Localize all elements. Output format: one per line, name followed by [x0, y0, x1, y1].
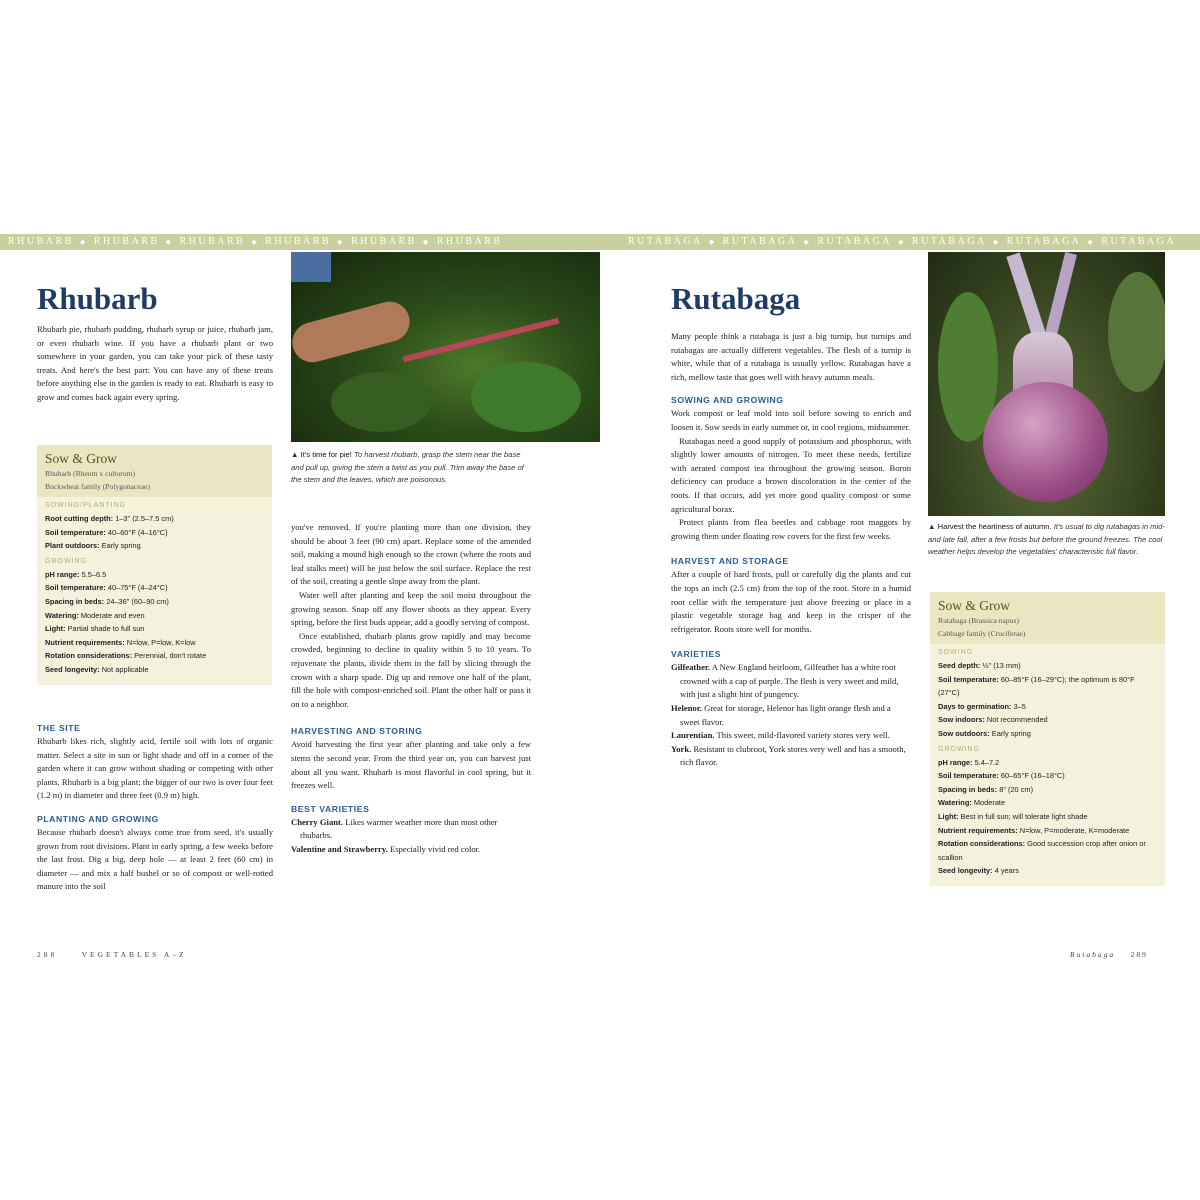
row-label: Spacing in beds:	[45, 596, 105, 606]
row-label: Sow outdoors:	[938, 728, 990, 738]
botanical-name: Rhubarb (Rheum x cultorum)	[45, 469, 136, 478]
header-word: RHUBARB	[436, 236, 503, 247]
row-value: 1–3" (2.5–7.5 cm)	[115, 514, 174, 523]
page-footer-left	[37, 950, 187, 959]
page-footer-right	[1070, 950, 1148, 959]
row-value: 4 years	[994, 866, 1019, 876]
row-label: Days to germination:	[938, 701, 1012, 711]
section-heading: BEST VARIETIES	[291, 803, 370, 814]
header-word: RUTABAGA	[628, 236, 703, 247]
section-heading: THE SITE	[37, 723, 81, 733]
row-value: 60–85°F (16–29°C); the optimum is 80°F (27°C)	[938, 674, 1135, 698]
row-label: Seed longevity:	[45, 664, 100, 674]
row-label: Soil temperature:	[45, 583, 106, 593]
paragraph: Rutabagas need a good supply of potassium and phosphorus, with slightly lower amounts of nitrogen. To meet these needs, fertilize with aerated compost tea throughout the growing season. Boron deficiency can produce a brown discoloration in the center of the roots. If that occurs, add yet more good quality compost or some agricultural borax.	[671, 435, 911, 514]
section-heading: HARVESTING AND STORING	[291, 726, 423, 737]
row-value: 3–5	[1013, 701, 1026, 711]
section-heading: SOWING AND GROWING	[671, 395, 784, 406]
box-row	[930, 824, 1165, 838]
variety-description: Resistant to clubroot, York stores very well and has a smooth, rich flavor.	[680, 743, 906, 768]
row-label: Seed depth:	[938, 661, 981, 670]
box-title: Sow & Grow	[45, 451, 118, 466]
rutabaga-photo-caption: ▲ Harvest the heartiness of autumn. It's usual to dig rutabagas in mid- and late fall, after a few frosts but before the ground freezes. The cool weather helps develop the vegetables' characteristic full flavor.	[928, 522, 1165, 556]
row-value: 40–75°F (4–24°C)	[107, 583, 168, 593]
section-heading: PLANTING AND GROWING	[37, 813, 159, 824]
box-row	[37, 663, 272, 677]
box-row	[37, 512, 272, 526]
variety-description: This sweet, mild-flavored variety stores very well.	[716, 730, 890, 741]
row-value: N=low, P=moderate, K=moderate	[1019, 825, 1130, 835]
row-value: Not recommended	[986, 715, 1048, 725]
box-row	[930, 659, 1165, 673]
separator-diamond-icon: ◆	[337, 238, 345, 246]
row-value: 8" (20 cm)	[999, 784, 1034, 794]
left-column-text	[37, 722, 273, 894]
row-label: Sow indoors:	[938, 715, 985, 725]
site-text: Rhubarb likes rich, slightly acid, fertile soil with lots of organic matter. Select a site in sun or light shade and off in a corner of the garden where it can grow without shading or competing with other plants. Rhubarb is a big plant; the bigger of our two is over four feet (1.2 m) in diameter and three feet (0.9 m) high.	[37, 736, 273, 801]
variety-description: Great for storage, Helenor has light orange flesh and a sweet flavor.	[680, 703, 891, 727]
botanical-name: Rutabaga (Brassica napus)	[938, 616, 1019, 625]
row-label: Rotation considerations:	[45, 651, 133, 661]
row-label: Nutrient requirements:	[938, 825, 1018, 835]
row-value: Partial shade to full sun	[67, 624, 145, 634]
row-value: Moderate	[973, 798, 1006, 808]
variety-description: A New England heirloom, Gilfeather has a white root crowned with a cap of purple. The flesh is very sweet and mild, with just a slight hint of pungency.	[680, 662, 899, 700]
variety-item	[671, 702, 911, 729]
box-section-label: GROWING	[45, 557, 87, 565]
box-row	[930, 796, 1165, 810]
running-header-right	[628, 236, 1176, 247]
row-value: 5.4–7.2	[974, 757, 1000, 767]
variety-list	[291, 816, 531, 857]
variety-item	[671, 743, 911, 770]
box-header	[930, 592, 1165, 644]
rutabaga-main-column	[671, 330, 911, 770]
row-value: Moderate and even	[80, 610, 145, 620]
box-row	[37, 595, 272, 609]
separator-diamond-icon: ◆	[898, 238, 906, 246]
row-label: Soil temperature:	[938, 674, 999, 684]
header-word: RUTABAGA	[817, 236, 893, 247]
section-heading: VARIETIES	[671, 649, 722, 660]
intro-text: Rhubarb pie, rhubarb pudding, rhubarb syrup or juice, rhubarb jam, or even rhubarb wine. If you have a rhubarb plant or two somewhere in your garden, you can take your pick of these tasty treats. And here's the best part: You can have any of these treats before anything else in the garden is ready to eat. Rhubarb is easy to grow and comes back again every spring.	[37, 324, 273, 402]
row-label: Spacing in beds:	[938, 784, 998, 794]
box-row	[930, 810, 1165, 824]
box-row	[930, 837, 1165, 864]
box-row	[37, 581, 272, 595]
row-label: Light:	[45, 624, 66, 634]
box-row	[930, 673, 1165, 700]
separator-diamond-icon: ◆	[165, 238, 174, 246]
paragraph: Protect plants from flea beetles and cabbage root maggots by growing them under floating row covers for the first few weeks.	[671, 517, 911, 541]
page-number: 288	[37, 950, 58, 959]
paragraph: Water well after planting and keep the soil moist throughout the growing season. Snap off any flower shoots as they appear. Every spring, before the first buds appear, add a goodly serving of compost.	[291, 589, 531, 628]
variety-list	[671, 661, 911, 770]
box-row	[930, 783, 1165, 797]
paragraph: After a couple of hard frosts, pull or carefully dig the plants and cut the tops an inch (2.5 cm) from the top of the root. Store in a humid root cellar with the temperature just above freezing or place in a plastic vegetable storage bag and keep in the crisper of the refrigerator. Roots store well for months.	[671, 569, 911, 634]
row-label: Soil temperature:	[938, 771, 999, 781]
plant-family: Cabbage family (Cruciferae)	[938, 629, 1026, 638]
row-value: Early spring	[991, 728, 1031, 738]
separator-diamond-icon: ◆	[803, 238, 812, 246]
page-number: 289	[1130, 950, 1148, 959]
rhubarb-harvest-photo	[291, 252, 600, 442]
box-row	[37, 649, 272, 663]
row-value: 60–65°F (16–18°C)	[1000, 771, 1065, 781]
variety-name: York.	[671, 743, 692, 754]
row-label: pH range:	[938, 757, 973, 767]
variety-item	[291, 816, 531, 843]
box-section-label: SOWING	[938, 649, 974, 656]
box-row	[930, 713, 1165, 727]
separator-diamond-icon: ◆	[708, 238, 717, 246]
section-heading: HARVEST AND STORAGE	[671, 556, 789, 567]
header-word: RUTABAGA	[722, 236, 798, 247]
header-word: RHUBARB	[8, 236, 74, 247]
box-row	[37, 568, 272, 582]
variety-name: Cherry Giant.	[291, 816, 344, 827]
box-row	[930, 864, 1165, 878]
middle-column-text	[291, 521, 531, 856]
paragraph: Work compost or leaf mold into soil before sowing to enrich and loosen it. Sow seeds in early summer or, in cool regions, midsummer.	[671, 408, 911, 432]
box-section-label: SOWING/PLANTING	[45, 502, 127, 509]
rutabaga-photo	[928, 252, 1165, 516]
row-label: Rotation considerations:	[938, 839, 1026, 849]
row-label: Root cutting depth:	[45, 514, 114, 523]
paragraph: Avoid harvesting the first year after planting and take only a few stems the second year. From the third year on, you can harvest just about all you want. Rhubarb is most flavorful in cool spring, but it freezes well.	[291, 739, 531, 791]
row-label: pH range:	[45, 569, 80, 579]
variety-item	[291, 843, 531, 857]
row-label: Watering:	[938, 798, 972, 808]
row-label: Soil temperature:	[45, 527, 106, 537]
header-word: RHUBARB	[93, 236, 160, 247]
row-value: 40–60°F (4–16°C)	[107, 527, 168, 537]
plant-family: Buckwheat family (Polygonaceae)	[45, 482, 151, 491]
header-word: RUTABAGA	[911, 236, 987, 247]
row-label: Watering:	[45, 610, 79, 620]
sow-grow-box-rhubarb	[37, 445, 272, 685]
box-header	[37, 445, 272, 497]
row-value: Perennial, don't rotate	[134, 651, 207, 661]
box-row	[930, 727, 1165, 741]
separator-diamond-icon: ◆	[422, 238, 431, 246]
variety-description: Likes warmer weather more than most other rhubarbs.	[300, 816, 498, 841]
sow-grow-box-rutabaga	[930, 592, 1165, 886]
header-word: RUTABAGA	[1101, 236, 1177, 247]
row-label: Light:	[938, 811, 959, 821]
row-value: Not applicable	[101, 664, 149, 674]
variety-name: Gilfeather.	[671, 662, 711, 673]
row-label: Seed longevity:	[938, 866, 993, 876]
variety-name: Helenor.	[671, 703, 702, 714]
running-foot: Rutabaga	[1070, 950, 1116, 959]
header-word: RHUBARB	[351, 236, 417, 247]
box-row	[37, 622, 272, 636]
box-row	[37, 636, 272, 650]
separator-diamond-icon: ◆	[992, 238, 1001, 246]
separator-diamond-icon: ◆	[1087, 238, 1096, 246]
variety-name: Laurentian.	[671, 730, 715, 741]
paragraph: Once established, rhubarb plants grow rapidly and may become crowded, beginning to decline in quality within 5 to 10 years. To rejuvenate the plants, divide them in the fall by slicing through the crown with a sharp spade. Dig up and remove one half of the plant, fill the hole with compost-enriched soil. Plant the other half or pass it on to a neighbor.	[291, 630, 531, 709]
paragraph: you've removed. If you're planting more than one division, they should be about 3 feet (90 cm) apart. Replace some of the amended soil, making a mound high enough so the crown (where the roots and leaf stalks meet) will be just below the soil surface. Replace the rest of the soil, creating a gentle slope away from the plant.	[291, 522, 531, 587]
row-value: 24–36" (60–90 cm)	[106, 596, 169, 606]
variety-description: Especially vivid red color.	[390, 843, 481, 854]
header-word: RHUBARB	[179, 236, 246, 247]
intro-text: Many people think a rutabaga is just a big turnip, but turnips and rutabagas are actually different vegetables. The flesh of a turnip is white, while that of a rutabaga is usually yellow. Rutabagas have a rich, mellow taste that goes well with heavy autumn meals.	[671, 331, 911, 382]
variety-name: Valentine and Strawberry.	[291, 843, 388, 854]
box-row	[930, 769, 1165, 783]
box-title: Sow & Grow	[938, 598, 1011, 613]
box-row	[37, 609, 272, 623]
box-row	[37, 526, 272, 540]
row-value: Good succession crop after onion or scallion	[938, 839, 1146, 862]
box-row	[930, 700, 1165, 714]
row-value: N=low, P=low, K=low	[126, 637, 196, 647]
box-section-label: GROWING	[938, 745, 980, 753]
box-row	[930, 756, 1165, 770]
rhubarb-photo-caption: ▲ It's time for pie! To harvest rhubarb, grasp the stem near the base and pull up, giving the stem a twist as you pull. Trim away the base of the stem and the leaves, which are poisonous.	[291, 450, 524, 484]
row-value: ½" (13 mm)	[982, 661, 1021, 670]
running-header-band	[0, 234, 1200, 250]
variety-item	[671, 661, 911, 702]
page-title-rutabaga: Rutabaga	[671, 281, 801, 316]
separator-diamond-icon: ◆	[251, 238, 260, 246]
row-value: Early spring	[101, 541, 141, 551]
running-header-left	[8, 236, 503, 247]
header-word: RUTABAGA	[1006, 236, 1082, 247]
box-row	[37, 539, 272, 553]
variety-item	[671, 729, 911, 743]
row-value: 5.5–6.5	[81, 569, 107, 579]
row-label: Nutrient requirements:	[45, 637, 125, 647]
separator-diamond-icon: ◆	[79, 238, 88, 246]
running-foot: VEGETABLES A–Z	[81, 950, 187, 959]
row-value: Best in full sun; will tolerate light shade	[960, 811, 1088, 821]
planting-text: Because rhubarb doesn't always come true from seed, it's usually grown from root divisions. Plant in early spring, a few weeks before the last frost. Dig a big, deep hole — at least 2 feet (60 cm) in diameter — and mix a half bushel or so of compost or well-rotted manure into the soil	[37, 826, 273, 892]
page-title-rhubarb: Rhubarb	[37, 281, 158, 316]
row-label: Plant outdoors:	[45, 541, 100, 551]
header-word: RHUBARB	[265, 236, 332, 247]
